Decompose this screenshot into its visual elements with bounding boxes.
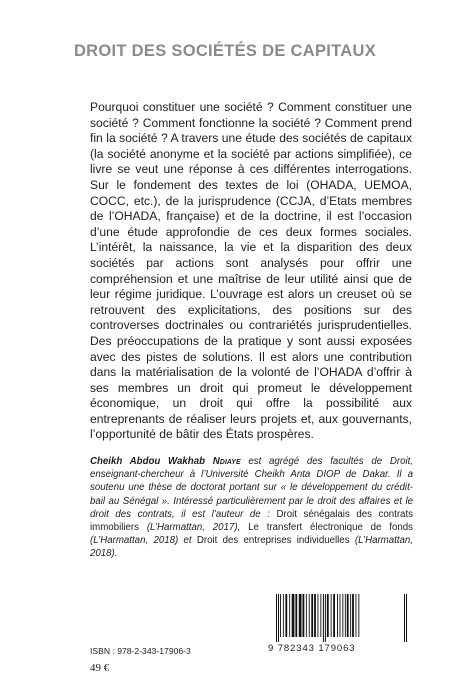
barcode-bar [285,594,287,637]
barcode-bar [358,594,359,637]
barcode-bar [347,594,349,637]
barcode-bar [289,594,290,637]
barcode-bar [337,594,338,637]
barcode-bar [323,594,324,642]
barcode-bar [276,594,277,642]
barcode-bar [309,594,310,637]
barcode-bar [352,594,354,637]
publisher-1: (L’Harmattan, 2017), [138,522,249,534]
author-name: Cheikh Abdou Wakhab [90,456,206,467]
barcode-bar [303,594,305,637]
barcode-bar [278,594,279,642]
isbn-label: ISBN : 978-2-343-17906-3 [90,646,191,656]
barcode-bar [333,594,335,637]
barcode-bar [292,594,295,637]
book-title-3: Droit des entreprises individuelles [196,535,350,547]
barcode-bar [340,594,341,637]
barcode-bar [283,594,284,637]
barcode-bar [331,594,332,637]
barcode-bar [404,594,405,642]
barcode [274,594,410,642]
barcode-bar [299,594,302,637]
barcode-bar [350,594,351,637]
barcode-bar [325,594,326,642]
book-title: DROIT DES SOCIÉTÉS DE CAPITAUX [73,42,377,60]
barcode-bar [295,594,297,637]
author-bio [90,455,413,561]
barcode-bar [280,594,281,637]
barcode-bar [342,594,343,637]
book-title-1: Droit sénégalais des contrats immobiliers [90,508,413,534]
publisher-3: (L’Harmattan, 2018). [90,535,413,560]
barcode-bar [345,594,346,637]
barcode-bar [406,594,407,642]
publisher-2: (L’Harmattan, 2018) [90,535,184,547]
author-bio-text: est agrégé des facultés de Droit, enseignant-chercheur à l’Université Cheikh Anta DIOP de Dakar. Il a soutenu une thèse de doctorat portant sur « le développement du crédit-bail au Sénégal ». Intéressé particulièrement par le droit des affaires et le droit des contrats, il est l’auteur de : [90,456,413,520]
barcode-bar [314,594,316,637]
book-blurb: Pourquoi constituer une société ? Comment constituer une société ? Comment fonctionne la société ? Comment prend fin la société ? A travers une étude des sociétés de capitaux (la société anonyme et la société par actions simplifiée), ce livre se veut une réponse à ces différentes interrogations. Sur le fondement des textes de loi (OHADA, UEMOA, COCC, etc.), de la jurisprudence (CCJA, d’Etats membres de l’OHADA, française) et de la doctrine, il est l’occasion d’une étude approfondie de ces deux formes sociales. L’intérêt, la naissance, la vie et la disparition des deux sociétés par actions sont analysés pour offrir une compréhension et une maîtrise de leur utilité ainsi que de leur régime juridique. L’ouvrage est alors un creuset où se retrouvent des explicitations, des positions sur des controverses doctrinales ou contrariétés jurisprudentielles. Des préoccupations de la pratique y sont aussi exposées avec des pistes de solutions. Il est alors une contribution dans la matérialisation de la volonté de l’OHADA d’offrir à ses membres un droit qui promeut le développement économique, un droit qui offre la possibilité aux entreprenants de réaliser leurs projets et, aux gouvernants, l’opportunité de bâtir des États prospères. [90,100,412,442]
author-surname: Ndiaye [212,456,241,467]
conjunction: et [183,535,197,547]
price-label: 49 € [90,662,110,674]
barcode-bar [327,594,329,637]
barcode-bar [311,594,313,637]
barcode-bar [306,594,307,637]
barcode-digits: 9 782343 179063 [268,643,356,654]
barcode-bar [318,594,319,637]
barcode-bar [356,594,357,637]
book-title-2: Le transfert électronique de fonds [248,522,413,534]
barcode-bar [320,594,321,637]
